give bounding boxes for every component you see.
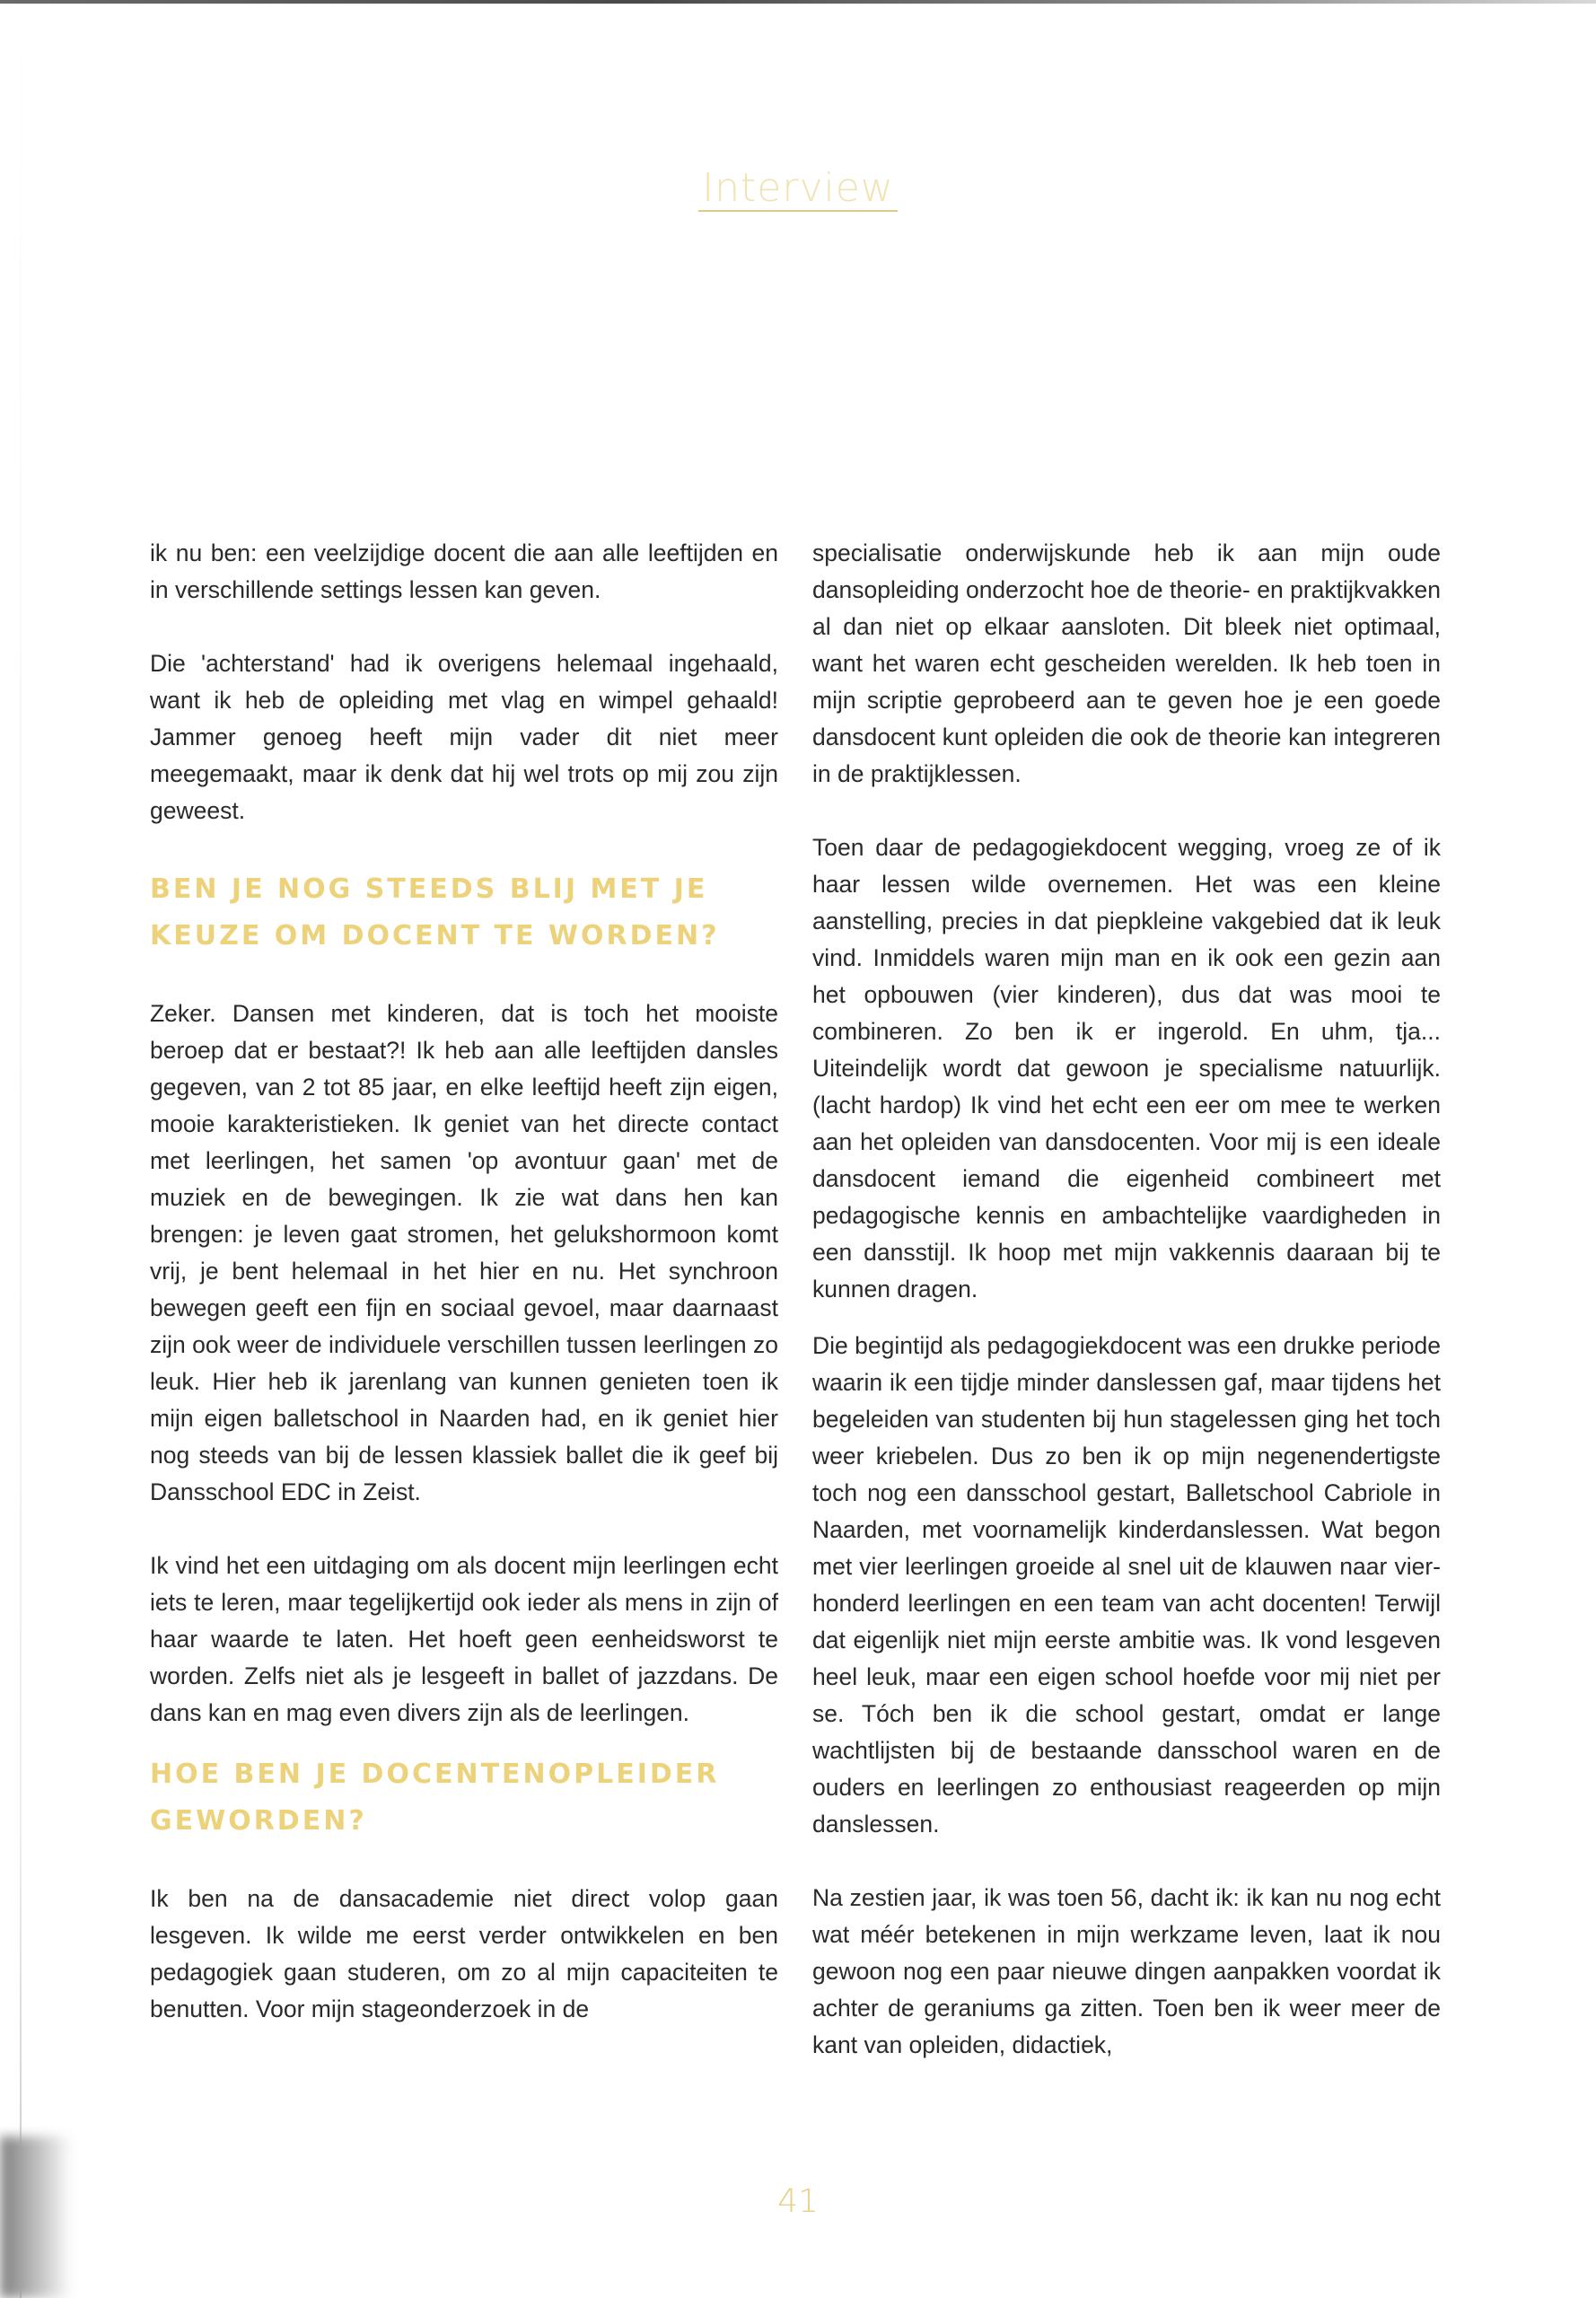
question-heading: HOE BEN JE DOCENTENOPLEIDER GEWORDEN?: [150, 1759, 720, 1837]
paragraph: Na zestien jaar, ik was toen 56, dacht ik: ik kan nu nog echt wat méér betekenen in mijn werkzame leven, laat ik nou gewoon nog een paar nieuwe dingen aanpakken voordat ik achter de geraniums ga zitten. Toen ben ik weer meer de kant van opleiden, didactiek,: [812, 1884, 1441, 2058]
paragraph: Die 'achterstand' had ik overigens helemaal ingehaald, want ik heb de opleiding met vlag en wimpel gehaald! Jammer genoeg heeft mijn vader dit niet meer meegemaakt, maar ik denk dat hij wel trots op mij zou zijn geweest.: [150, 650, 778, 824]
left-column: [150, 535, 778, 2065]
paragraph: Die begintijd als pedagogiekdocent was een drukke periode waarin ik een tijdje minder danslessen gaf, maar tijdens het begeleiden van studenten bij hun stagelessen ging het toch weer kriebelen. Dus zo ben ik op mijn negenendertigste toch nog een dansschool gestart, Balletschool Cabriole in Naarden, met voornamelijk kinderdanslessen. Wat begon met vier leerlingen groeide al snel uit de klauwen naar vierhonderd leerlingen en een team van acht docenten! Terwijl dat eigenlijk niet mijn eerste ambitie was. Ik vond lesgeven heel leuk, maar een eigen school hoefde voor mij niet per se. Tóch ben ik die school gestart, omdat er lange wachtlijsten bij de bestaande dansschool waren en de ouders en leerlingen zo enthousiast reageerden op mijn danslessen.: [812, 1332, 1441, 1838]
paragraph: ik nu ben: een veelzijdige docent die aan alle leeftijden en in verschillende settings lessen kan geven.: [150, 539, 778, 603]
right-column: [812, 535, 1441, 2101]
question-heading: BEN JE NOG STEEDS BLIJ MET JE KEUZE OM DOCENT TE WORDEN?: [150, 873, 720, 952]
paragraph: specialisatie onderwijskunde heb ik aan mijn oude dansopleiding onderzocht hoe de theorie- en praktijkvakken al dan niet op elkaar aansloten. Dit bleek niet optimaal, want het waren echt gescheiden werelden. Ik heb toen in mijn scriptie geprobeerd aan te geven hoe je een goede dansdocent kunt opleiden die ook de theorie kan integreren in de praktijklessen.: [812, 539, 1441, 787]
section-label-text: Interview: [698, 169, 898, 212]
page-number: 41: [777, 2183, 819, 2220]
scan-binding-line: [20, 0, 22, 2298]
paragraph: Toen daar de pedagogiekdocent wegging, vroeg ze of ik haar lessen wilde overnemen. Het was een kleine aanstelling, precies in dat piepkleine vakgebied dat ik leuk vind. Inmiddels waren mijn man en ik ook een gezin aan het opbouwen (vier kinderen), dus dat was mooi te combineren. Zo ben ik er ingerold. En uhm, tja... Uiteindelijk wordt dat gewoon je specialisme natuurlijk. (lacht hardop) Ik vind het echt een eer om mee te werken aan het opleiden van dansdocenten. Voor mij is een ideale dansdocent iemand die eigenheid combineert met pedagogische kennis en ambachtelijke vaardigheden in een dansstijl. Ik hoop met mijn vakkennis daaraan bij te kunnen dragen.: [812, 834, 1441, 1302]
paragraph: Ik vind het een uitdaging om als docent mijn leerlingen echt iets te leren, maar tegelijkertijd ook ieder als mens in zijn of haar waarde te laten. Het hoeft geen eenheidsworst te worden. Zelfs niet als je lesgeeft in ballet of jazzdans. De dans kan en mag even divers zijn als de leerlingen.: [150, 1552, 778, 1726]
scan-top-edge: [0, 0, 1596, 4]
section-label: [0, 165, 1596, 212]
paragraph: Ik ben na de dansacademie niet direct volop gaan lesgeven. Ik wilde me eerst verder ontwikkelen en ben pedagogiek gaan studeren, om zo al mijn capaciteiten te benutten. Voor mijn stageonderzoek in de: [150, 1885, 778, 2022]
paragraph: Zeker. Dansen met kinderen, dat is toch het mooiste beroep dat er bestaat?! Ik heb aan alle leeftijden dansles gegeven, van 2 tot 85 jaar, en elke leeftijd heeft zijn eigen, mooie karakteristieken. Ik geniet van het directe contact met leerlingen, het samen 'op avontuur gaan' met de muziek en de bewegingen. Ik zie wat dans hen kan brengen: je leven gaat stromen, het gelukshormoon komt vrij, je bent helemaal in het hier en nu. Het synchroon bewegen geeft een fijn en sociaal gevoel, maar daarnaast zijn ook weer de individuele verschillen tussen leerlingen zo leuk. Hier heb ik jarenlang van kunnen genieten toen ik mijn eigen balletschool in Naarden had, en ik geniet hier nog steeds van bij de lessen klassiek ballet die ik geef bij Dansschool EDC in Zeist.: [150, 1000, 778, 1505]
